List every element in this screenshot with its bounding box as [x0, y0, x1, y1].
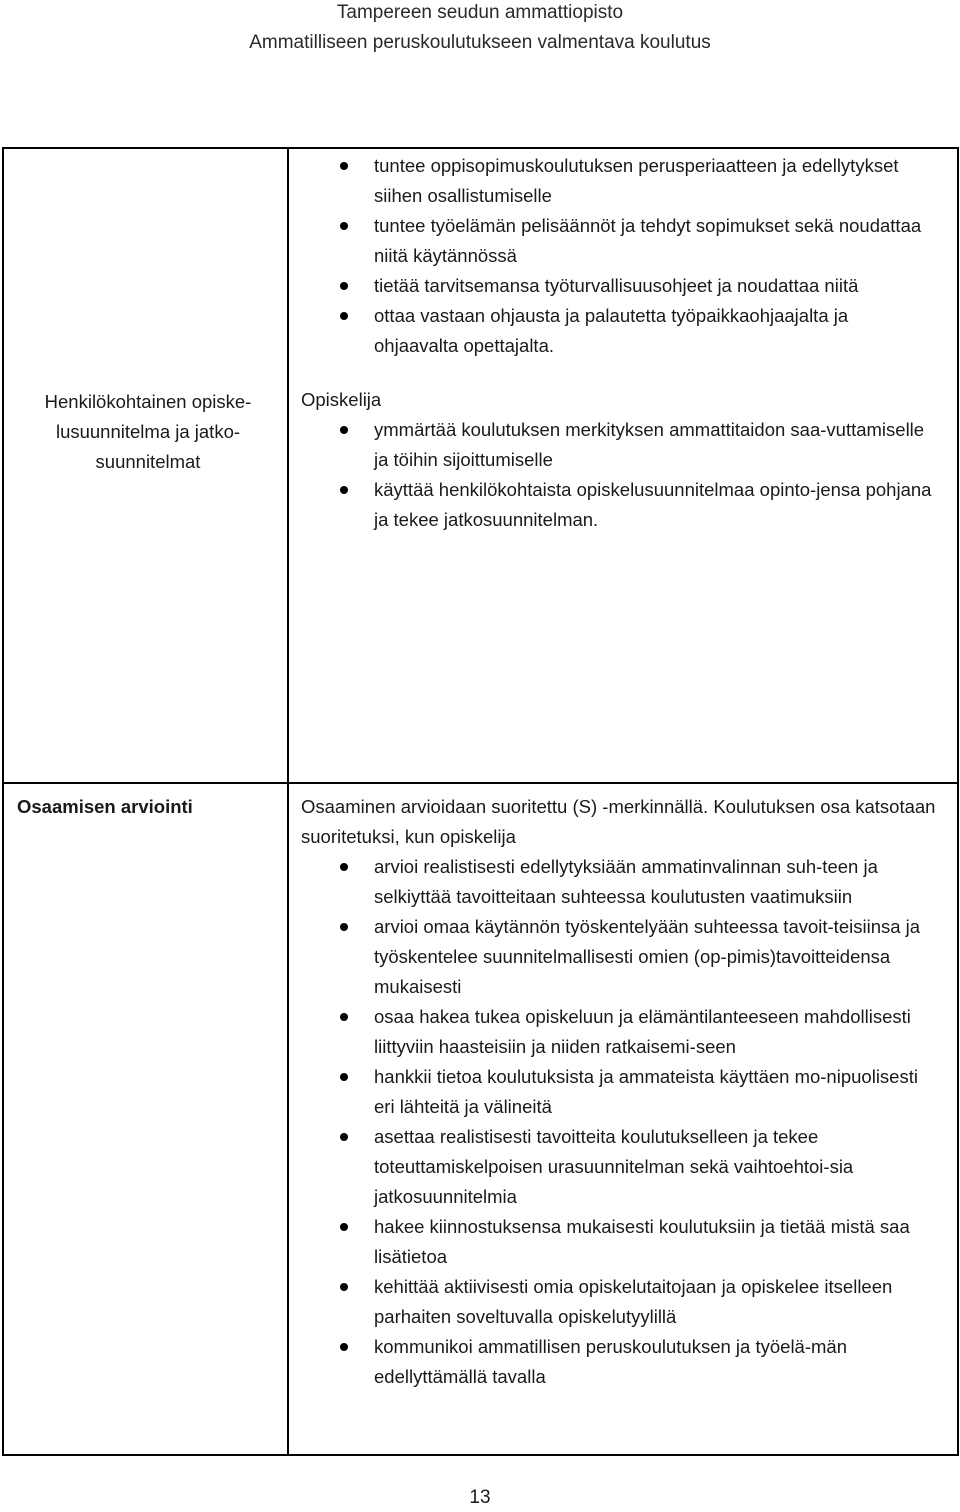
- list-item: [301, 211, 937, 271]
- list-item-text: osaa hakea tukea opiskeluun ja elämäntilanteeseen mahdollisesti liittyviin haasteisiin ja niiden ratkaisemi-seen: [374, 1006, 911, 1057]
- list-item: [301, 1002, 937, 1062]
- bullet-icon: [340, 1013, 348, 1021]
- header-program: Ammatilliseen peruskoulutukseen valmentava koulutus: [249, 32, 711, 53]
- list-item: [301, 912, 937, 1002]
- table-row: [3, 783, 958, 1455]
- list-item: [301, 1122, 937, 1212]
- table-row: [3, 148, 958, 783]
- list-item-text: hakee kiinnostuksensa mukaisesti koulutuksiin ja tietää mistä saa lisätietoa: [374, 1216, 910, 1267]
- list-item-text: tietää tarvitsemansa työturvallisuusohjeet ja noudattaa niitä: [374, 275, 859, 296]
- bullet-icon: [340, 486, 348, 494]
- list-item-text: arvioi omaa käytännön työskentelyään suhteessa tavoit-teisiinsa ja työskentelee suunnitelmallisesti omien (op-pimis)tavoitteidensa mukaisesti: [374, 916, 921, 997]
- list-item: [301, 415, 937, 475]
- bullet-list: [301, 852, 937, 1392]
- bullet-icon: [340, 1223, 348, 1231]
- bullet-icon: [340, 162, 348, 170]
- list-item-text: tuntee oppisopimuskoulutuksen perusperiaatteen ja edellytykset siihen osallistumiselle: [374, 155, 899, 206]
- list-item: [301, 475, 937, 535]
- list-item-text: kommunikoi ammatillisen peruskoulutuksen ja työelä-män edellyttämällä tavalla: [374, 1336, 847, 1387]
- row-label: Osaamisen arviointi: [17, 796, 193, 817]
- list-item-text: asettaa realistisesti tavoitteita koulutukselleen ja tekee toteuttamiskelpoisen urasuunnitelman sekä vaihtoehtoi-sia jatkosuunnitelmia: [374, 1126, 854, 1207]
- bullet-icon: [340, 282, 348, 290]
- row-content-cell: [288, 783, 958, 1455]
- list-item-text: ymmärtää koulutuksen merkityksen ammattitaidon saa-vuttamiselle ja töihin sijoittumiselle: [374, 419, 925, 470]
- list-item: [301, 1062, 937, 1122]
- bullet-icon: [340, 1283, 348, 1291]
- curriculum-table: [2, 147, 959, 1456]
- bullet-icon: [340, 863, 348, 871]
- section-intro: Opiskelija: [301, 389, 382, 410]
- bullet-icon: [340, 1343, 348, 1351]
- list-item: [301, 301, 937, 361]
- page-number: 13: [469, 1487, 491, 1508]
- section-intro: Osaaminen arvioidaan suoritettu (S) -merkinnällä. Koulutuksen osa katsotaan suoritetuksi, kun opiskelija: [301, 796, 936, 847]
- row-label: Henkilökohtainen opiske-lusuunnitelma ja jatko-suunnitelmat: [44, 390, 252, 472]
- bullet-list: [301, 415, 937, 535]
- list-item: [301, 1212, 937, 1272]
- list-item-text: käyttää henkilökohtaista opiskelusuunnitelmaa opinto-jensa pohjana ja tekee jatkosuunnitelman.: [374, 479, 932, 530]
- bullet-list: [301, 151, 937, 361]
- list-item-text: kehittää aktiivisesti omia opiskelutaitojaan ja opiskelee itselleen parhaiten soveltuvalla opiskelutyylillä: [374, 1276, 893, 1327]
- header-institution: Tampereen seudun ammattiopisto: [336, 2, 624, 23]
- list-item: [301, 852, 937, 912]
- bullet-icon: [340, 923, 348, 931]
- list-item-text: arvioi realistisesti edellytyksiään ammatinvalinnan suh-teen ja selkiyttää tavoitteitaan suhteessa koulutusten vaatimuksiin: [374, 856, 878, 907]
- list-item: [301, 271, 937, 301]
- bullet-icon: [340, 1133, 348, 1141]
- list-item-text: tuntee työelämän pelisäännöt ja tehdyt sopimukset sekä noudattaa niitä käytännössä: [374, 215, 922, 266]
- bullet-icon: [340, 222, 348, 230]
- row-label-cell: [3, 148, 288, 783]
- list-item: [301, 1272, 937, 1332]
- bullet-icon: [340, 312, 348, 320]
- bullet-icon: [340, 426, 348, 434]
- list-item: [301, 151, 937, 211]
- list-item-text: hankkii tietoa koulutuksista ja ammateista käyttäen mo-nipuolisesti eri lähteitä ja välineitä: [374, 1066, 918, 1117]
- row-label-cell: [3, 783, 288, 1455]
- list-item-text: ottaa vastaan ohjausta ja palautetta työpaikkaohjaajalta ja ohjaavalta opettajalta.: [374, 305, 849, 356]
- bullet-icon: [340, 1073, 348, 1081]
- list-item: [301, 1332, 937, 1392]
- row-content-cell: [288, 148, 958, 783]
